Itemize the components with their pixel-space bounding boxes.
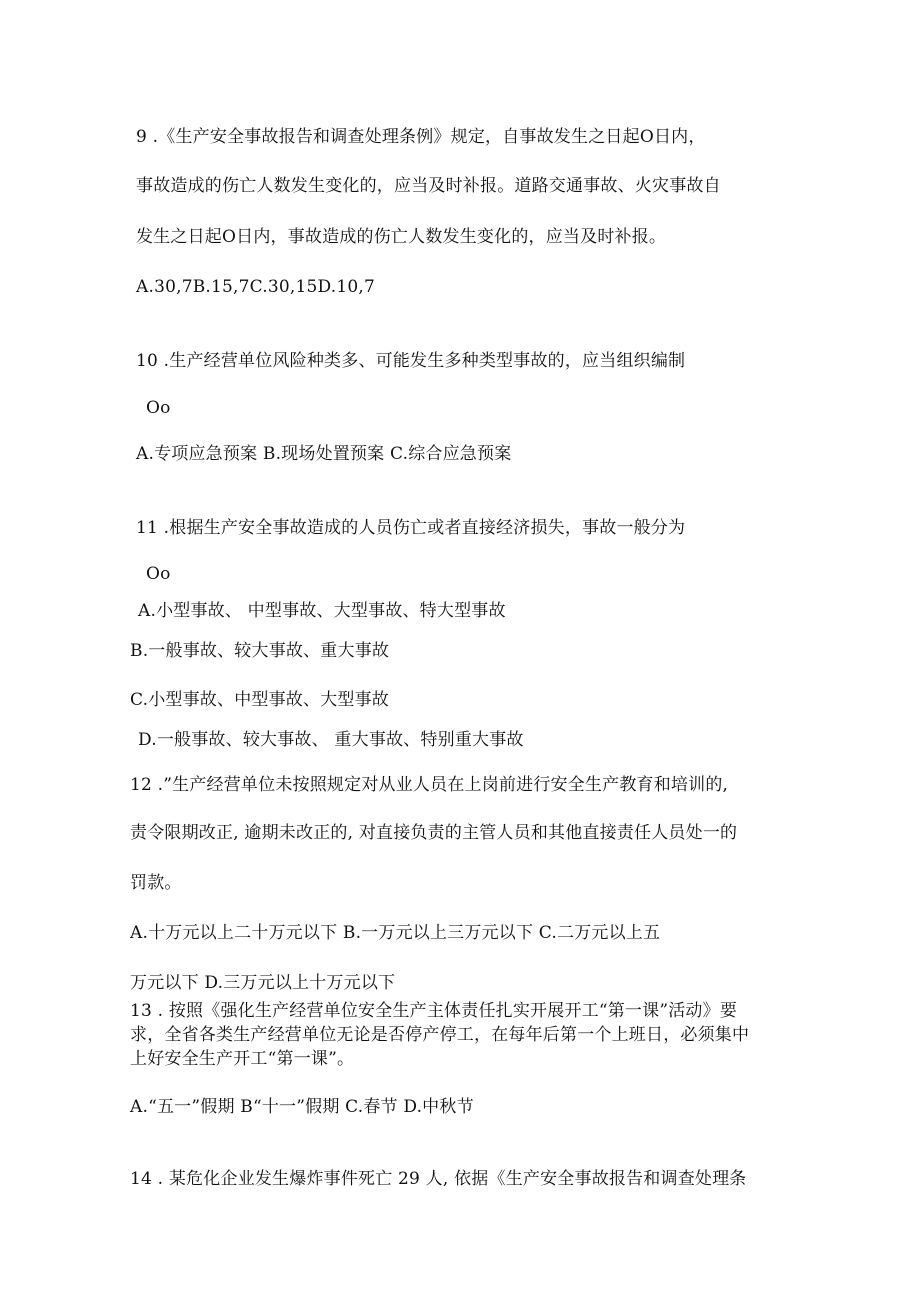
question-9-options: A.30,7B.15,7C.30,15D.10,7 — [136, 277, 376, 297]
question-12-line-1: 12 .”生产经营单位未按照规定对从业人员在上岗前进行安全生产教育和培训的, — [130, 775, 729, 795]
question-13-line-1: 13 . 按照《强化生产经营单位安全生产主体责任扎实开展开工“第一课”活动》要 — [130, 1001, 738, 1021]
question-10-line-1: 10 .生产经营单位风险种类多、可能发生多种类型事故的，应当组织编制 — [136, 351, 686, 371]
question-12-options-line-2: 万元以下 D.三万元以上十万元以下 — [130, 973, 396, 993]
question-13-options: A.“五一”假期 B“十一”假期 C.春节 D.中秋节 — [130, 1097, 474, 1117]
question-10-line-2: Oo — [146, 398, 171, 418]
question-12-line-3: 罚款。 — [130, 873, 182, 893]
question-11-option-a: A.小型事故、 中型事故、大型事故、特大型事故 — [138, 601, 506, 621]
question-11-line-2: Oo — [146, 564, 171, 584]
question-13-line-2: 求，全省各类生产经营单位无论是否停产停工，在每年后第一个上班日，必须集中 — [130, 1025, 750, 1045]
question-12-options-line-1: A.十万元以上二十万元以下 B.一万元以上三万元以下 C.二万元以上五 — [130, 923, 661, 943]
question-9-line-3: 发生之日起O日内，事故造成的伤亡人数发生变化的，应当及时补报。 — [136, 227, 667, 247]
question-9-line-1: 9 .《生产安全事故报告和调查处理条例》规定，自事故发生之日起O日内， — [136, 127, 706, 147]
question-11-option-d: D.一般事故、较大事故、 重大事故、特别重大事故 — [138, 730, 524, 750]
question-12-line-2: 责令限期改正, 逾期未改正的, 对直接负责的主管人员和其他直接责任人员处一的 — [130, 823, 738, 843]
question-9-line-2: 事故造成的伤亡人数发生变化的，应当及时补报。道路交通事故、火灾事故自 — [136, 176, 721, 196]
question-10-options: A.专项应急预案 B.现场处置预案 C.综合应急预案 — [136, 444, 512, 464]
question-11-option-c: C.小型事故、中型事故、大型事故 — [130, 690, 390, 710]
question-14-line-1: 14 . 某危化企业发生爆炸事件死亡 29 人, 依据《生产安全事故报告和调查处理条 — [130, 1169, 747, 1189]
question-11-option-b: B.一般事故、较大事故、重大事故 — [130, 641, 390, 661]
question-13-line-3: 上好安全生产开工“第一课”。 — [130, 1049, 355, 1069]
question-11-line-1: 11 .根据生产安全事故造成的人员伤亡或者直接经济损失，事故一般分为 — [136, 518, 686, 538]
